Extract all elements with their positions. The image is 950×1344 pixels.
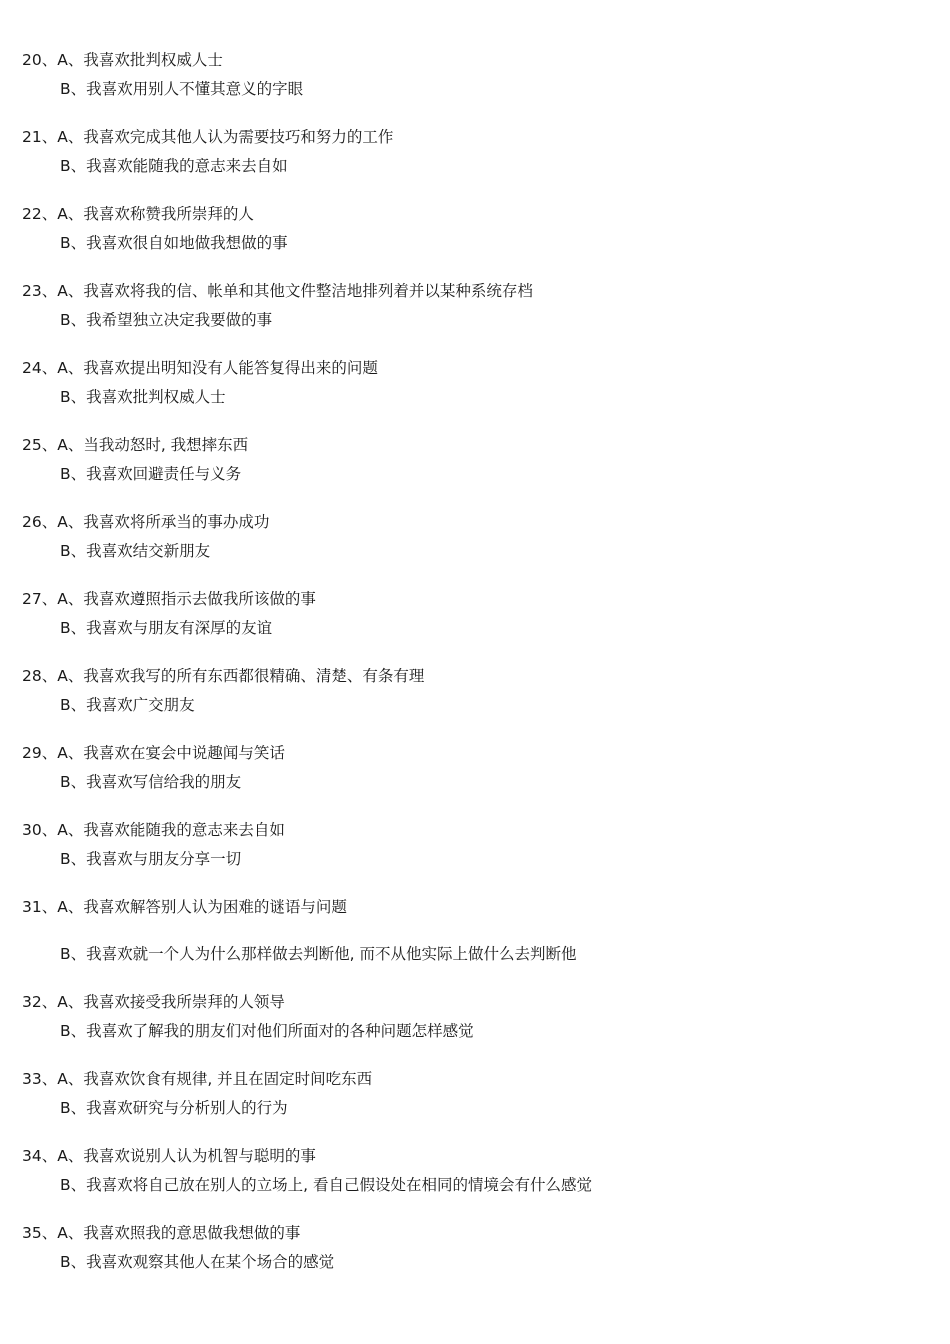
option-b: B、我喜欢广交朋友 (60, 696, 195, 714)
option-b: B、我喜欢就一个人为什么那样做去判断他, 而不从他实际上做什么去判断他 (60, 945, 577, 963)
question-21 (22, 123, 932, 181)
question-27 (22, 585, 932, 643)
option-a: 31、A、我喜欢解答别人认为困难的谜语与问题 (22, 898, 347, 916)
option-b: B、我喜欢观察其他人在某个场合的感觉 (60, 1253, 335, 1271)
option-a: 24、A、我喜欢提出明知没有人能答复得出来的问题 (22, 359, 378, 377)
option-a: 35、A、我喜欢照我的意思做我想做的事 (22, 1224, 301, 1242)
option-b: B、我喜欢能随我的意志来去自如 (60, 157, 288, 175)
option-b: B、我喜欢写信给我的朋友 (60, 773, 242, 791)
question-20 (22, 46, 932, 104)
option-b: B、我喜欢研究与分析别人的行为 (60, 1099, 288, 1117)
option-a: 20、A、我喜欢批判权威人士 (22, 51, 223, 69)
question-22 (22, 200, 932, 258)
option-a: 26、A、我喜欢将所承当的事办成功 (22, 513, 270, 531)
option-a: 27、A、我喜欢遵照指示去做我所该做的事 (22, 590, 316, 608)
question-24 (22, 354, 932, 412)
option-b: B、我喜欢回避责任与义务 (60, 465, 242, 483)
question-28 (22, 662, 932, 720)
option-b: B、我喜欢与朋友有深厚的友谊 (60, 619, 273, 637)
option-b: B、我喜欢了解我的朋友们对他们所面对的各种问题怎样感觉 (60, 1022, 474, 1040)
question-26 (22, 508, 932, 566)
option-b: B、我喜欢结交新朋友 (60, 542, 211, 560)
question-35 (22, 1219, 932, 1277)
option-a: 29、A、我喜欢在宴会中说趣闻与笑话 (22, 744, 285, 762)
option-b: B、我希望独立决定我要做的事 (60, 311, 273, 329)
option-a: 32、A、我喜欢接受我所崇拜的人领导 (22, 993, 285, 1011)
question-29 (22, 739, 932, 797)
option-a: 34、A、我喜欢说别人认为机智与聪明的事 (22, 1147, 316, 1165)
question-30 (22, 816, 932, 874)
question-23 (22, 277, 932, 335)
questionnaire (22, 46, 932, 1296)
question-32 (22, 988, 932, 1046)
option-a: 22、A、我喜欢称赞我所崇拜的人 (22, 205, 254, 223)
option-a: 23、A、我喜欢将我的信、帐单和其他文件整洁地排列着并以某种系统存档 (22, 282, 533, 300)
option-b: B、我喜欢用别人不懂其意义的字眼 (60, 80, 304, 98)
question-34 (22, 1142, 932, 1200)
option-b: B、我喜欢与朋友分享一切 (60, 850, 242, 868)
question-25 (22, 431, 932, 489)
option-a: 33、A、我喜欢饮食有规律, 并且在固定时间吃东西 (22, 1070, 373, 1088)
option-b: B、我喜欢将自己放在别人的立场上, 看自己假设处在相同的情境会有什么感觉 (60, 1176, 592, 1194)
option-b: B、我喜欢很自如地做我想做的事 (60, 234, 288, 252)
option-a: 30、A、我喜欢能随我的意志来去自如 (22, 821, 285, 839)
question-31 (22, 893, 932, 969)
option-a: 21、A、我喜欢完成其他人认为需要技巧和努力的工作 (22, 128, 394, 146)
option-b: B、我喜欢批判权威人士 (60, 388, 226, 406)
option-a: 28、A、我喜欢我写的所有东西都很精确、清楚、有条有理 (22, 667, 425, 685)
question-33 (22, 1065, 932, 1123)
option-a: 25、A、当我动怒时, 我想摔东西 (22, 436, 249, 454)
